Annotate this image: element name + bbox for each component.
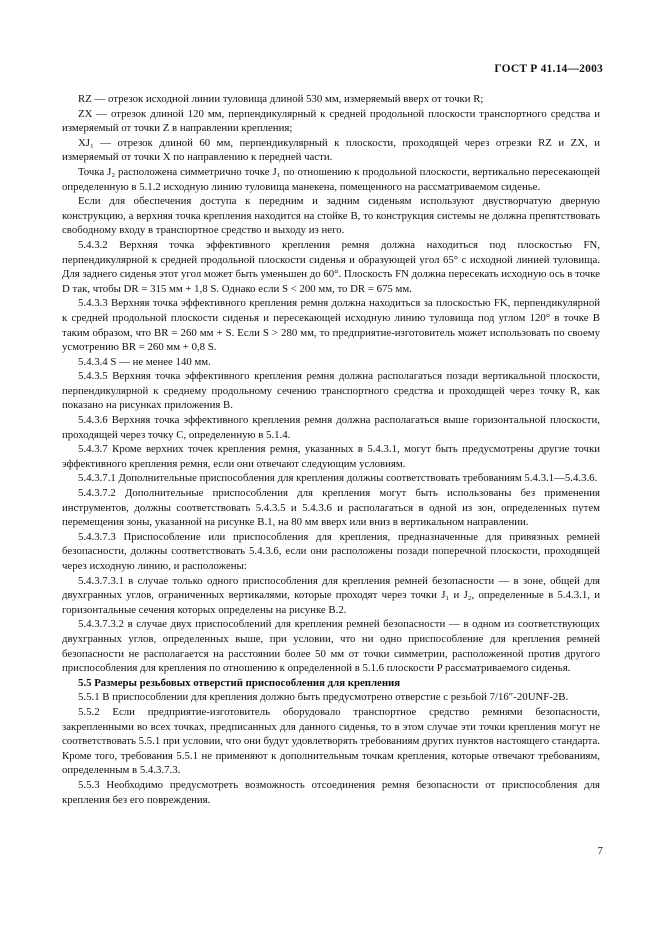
paragraph: 5.4.3.7 Кроме верхних точек крепления ремня, указанных в 5.4.3.1, могут быть предусмотрены другие точки эффективного крепления ремня, если они отвечают следующим условиям. xyxy=(62,443,600,470)
page-number: 7 xyxy=(597,845,603,857)
paragraph: 5.5.3 Необходимо предусмотреть возможность отсоединения ремня безопасности от приспособления для крепления без его повреждения. xyxy=(62,778,600,806)
paragraph: 5.4.3.7.3 Приспособление или приспособления для крепления, предназначенные для привязных ремней безопасности, должны соответствовать 5.4.3.6, если они расположены позади поперечной плоскости, проходящей через исходную линию, и расположены: xyxy=(62,530,600,572)
paragraph: 5.4.3.5 Верхняя точка эффективного крепления ремня должна располагаться позади вертикальной плоскости, перпендикулярной к среднему продольному сечению транспортного средства и проходящей через точку R, как показано на рисунках приложения В. xyxy=(62,370,600,412)
paragraph: 5.4.3.6 Верхняя точка эффективного крепления ремня должна располагаться выше горизонтальной плоскости, проходящей через точку C, определенную в 5.1.4. xyxy=(62,414,600,441)
paragraph: 5.5.2 Если предприятие-изготовитель оборудовало транспортное средство ремнями безопасности, закрепленными во всех точках, предписанных для данного сиденья, то в этом случае эти точки крепления могут не соответствовать 5.5.1 при условии, что они будут удовлетворять требованиям других пунктов настоящего стандарта. Кроме того, требования 5.5.1 не применяют к дополнительным точкам крепления, которые отвечают требованиям, определенным в 5.4.3.7.3. xyxy=(62,705,600,777)
document-body xyxy=(62,92,600,807)
paragraph: 5.4.3.7.1 Дополнительные приспособления для крепления должны соответствовать требованиям 5.4.3.1—5.4.3.6. xyxy=(78,472,598,485)
paragraph: 5.4.3.7.3.1 в случае только одного приспособления для крепления ремней безопасности — в зоне, общей для двухгранных углов, ограниченных вертикалями, которые проходят через точки J₁ и J₂, определенные в 5.4.3.1, и горизонтальные сечения которых определены на рисунке В.2. xyxy=(62,574,600,616)
section-heading: 5.5 Размеры резьбовых отверстий приспособления для крепления xyxy=(78,676,401,689)
paragraph: 5.4.3.7.2 Дополнительные приспособления для крепления могут быть использованы без применения инструментов, должны соответствовать 5.4.3.5 и 5.4.3.6 и располагаться в одной из зон, определенных путем перемещения зоны, указанной на рисунке В.1, на 80 мм вверх или вниз в вертикальном направлении. xyxy=(62,487,600,529)
paragraph: Точка J₂ расположена симметрично точке J₁ по отношению к продольной плоскости, вертикально пересекающей определенную в 5.1.2 исходную линию туловища манекена, помещенного на рассматриваемом сиденье. xyxy=(62,165,600,193)
paragraph: 5.4.3.4 S — не менее 140 мм. xyxy=(78,355,211,368)
paragraph: Если для обеспечения доступа к передним и задним сиденьям используют двустворчатую дверную конструкцию, а верхняя точка крепления находится на стойке В, то конструкция системы не должна препятствовать свободному входу в транспортное средство и выходу из него. xyxy=(62,195,600,237)
paragraph: 5.4.3.3 Верхняя точка эффективного крепления ремня должна находиться за плоскостью FK, перпендикулярной к средней продольной плоскости сиденья и пересекающей исходную линию туловища под углом 120° в точке B таким образом, что BR = 260 мм + S. Если S > 280 мм, то предприятие-изготовитель может использовать по своему усмотрению BR = 260 мм + 0,8 S. xyxy=(62,297,600,354)
paragraph: 5.5.1 В приспособлении для крепления должно быть предусмотрено отверстие с резьбой 7/16″-20UNF-2B. xyxy=(78,691,569,704)
paragraph: 5.4.3.2 Верхняя точка эффективного крепления ремня должна находиться под плоскостью FN, перпендикулярной к средней продольной плоскости сиденья и образующей угол 65° с исходной линией туловища. Для заднего сиденья этот угол может быть уменьшен до 60°. Плоскость FN должна пересекать исходную ось в точке D так, чтобы DR = 315 мм + 1,8 S. Однако если S < 200 мм, то DR = 675 мм. xyxy=(62,238,600,295)
paragraph: ZX — отрезок длиной 120 мм, перпендикулярный к средней продольной плоскости транспортного средства и измеряемый от точки Z в направлении крепления; xyxy=(62,107,600,135)
paragraph: 5.4.3.7.3.2 в случае двух приспособлений для крепления ремней безопасности — в одном из соответствующих двухгранных углов, определенных выше, при условии, что ни одно приспособление для крепления ремней безопасности не располагается на расстоянии более 50 мм от точки симметрии, расположенной против другого приспособления для крепления по отношению к определенной в 5.1.6 плоскости P рассматриваемого сиденья. xyxy=(62,618,600,675)
paragraph: RZ — отрезок исходной линии туловища длиной 530 мм, измеряемый вверх от точки R; xyxy=(78,93,484,105)
document-header: ГОСТ Р 41.14—2003 xyxy=(494,63,603,75)
paragraph: XJ₁ — отрезок длиной 60 мм, перпендикулярный к плоскости, проходящей через отрезки RZ и ZX, и измеряемый от точки X по направлению к передней части. xyxy=(62,136,600,164)
